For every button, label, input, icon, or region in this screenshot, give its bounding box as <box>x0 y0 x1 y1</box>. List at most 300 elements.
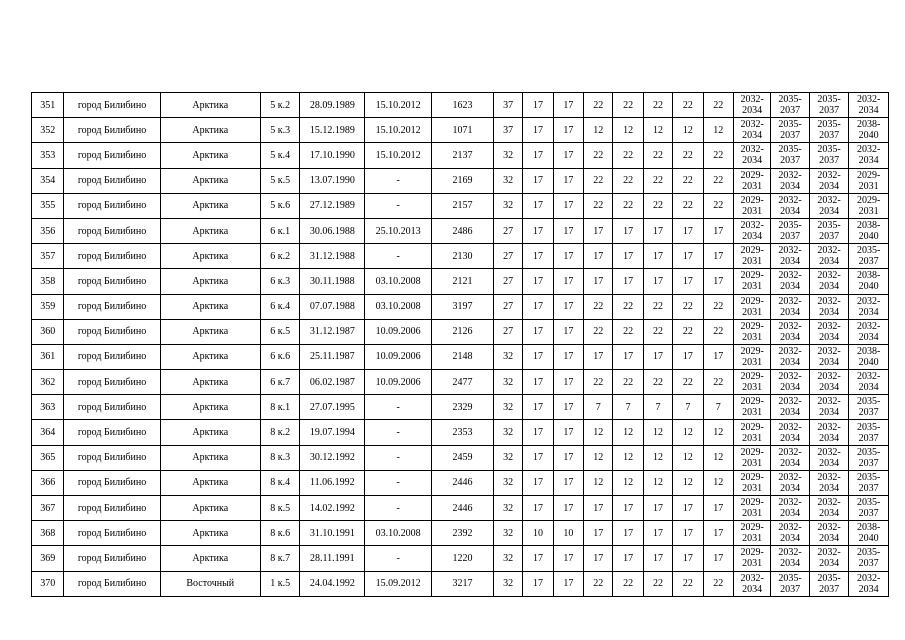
value-cell: 17 <box>553 319 583 344</box>
street-cell: Арктика <box>160 269 260 294</box>
year-start: 2035- <box>817 220 841 232</box>
row-number: 352 <box>32 118 64 143</box>
year-start: 2038- <box>856 220 881 232</box>
year-range-cell <box>771 445 809 470</box>
year-end: 2034 <box>819 306 840 318</box>
value-cell: 17 <box>523 193 553 218</box>
year-start: 2032- <box>778 446 802 458</box>
table-row <box>32 370 889 395</box>
repair-date-cell: 10.09.2006 <box>365 370 432 395</box>
value-cell: 17 <box>523 269 553 294</box>
house-cell: 5 к.5 <box>260 168 300 193</box>
year-range-cell <box>733 244 770 269</box>
value-cell: 12 <box>584 118 613 143</box>
row-number: 354 <box>32 168 64 193</box>
value-cell: 17 <box>553 420 583 445</box>
year-range-cell <box>849 395 889 420</box>
value-cell: 32 <box>493 395 522 420</box>
value-cell: 17 <box>523 470 553 495</box>
value-cell: 17 <box>643 546 672 571</box>
year-start: 2029- <box>740 497 764 509</box>
city-cell: город Билибино <box>64 420 160 445</box>
value-cell: 17 <box>584 344 613 369</box>
year-end: 2034 <box>780 382 801 394</box>
value-cell: 12 <box>584 420 613 445</box>
value-cell: 17 <box>643 496 672 521</box>
year-start: 2032- <box>817 522 841 534</box>
year-range-cell <box>733 420 770 445</box>
value-cell: 22 <box>613 143 643 168</box>
year-start: 2035- <box>856 471 881 483</box>
year-start: 2032- <box>817 396 841 408</box>
year-end: 2031 <box>742 281 763 293</box>
repair-date-cell: 15.10.2012 <box>365 143 432 168</box>
year-range-cell <box>849 370 889 395</box>
value-cell: 17 <box>523 344 553 369</box>
year-range-cell <box>849 470 889 495</box>
year-range-cell <box>849 571 889 596</box>
value-cell: 22 <box>643 193 672 218</box>
city-cell: город Билибино <box>64 344 160 369</box>
value-cell: 22 <box>613 319 643 344</box>
value-cell: 17 <box>584 269 613 294</box>
table-row <box>32 521 889 546</box>
value-cell: 22 <box>643 168 672 193</box>
year-end: 2031 <box>742 180 763 192</box>
year-start: 2035- <box>856 547 881 559</box>
row-number: 351 <box>32 93 64 118</box>
value-cell: 17 <box>523 445 553 470</box>
area-cell: 3197 <box>432 294 494 319</box>
year-start: 2032- <box>817 446 841 458</box>
year-range-cell <box>809 93 849 118</box>
repair-date-cell: 03.10.2008 <box>365 269 432 294</box>
value-cell: 27 <box>493 218 522 243</box>
year-range-cell <box>733 445 770 470</box>
table-row <box>32 218 889 243</box>
year-range-cell <box>849 193 889 218</box>
year-end: 2031 <box>742 558 763 570</box>
street-cell: Арктика <box>160 344 260 369</box>
row-number: 355 <box>32 193 64 218</box>
year-start: 2032- <box>778 320 802 332</box>
house-cell: 6 к.1 <box>260 218 300 243</box>
row-number: 353 <box>32 143 64 168</box>
year-start: 2035- <box>778 220 802 232</box>
year-start: 2032- <box>817 547 841 559</box>
value-cell: 17 <box>553 118 583 143</box>
year-start: 2035- <box>817 119 841 131</box>
table-row <box>32 294 889 319</box>
year-range-cell <box>733 93 770 118</box>
year-range-cell <box>733 294 770 319</box>
city-cell: город Билибино <box>64 244 160 269</box>
year-end: 2031 <box>742 205 763 217</box>
value-cell: 17 <box>523 370 553 395</box>
area-cell: 2459 <box>432 445 494 470</box>
value-cell: 17 <box>553 93 583 118</box>
value-cell: 32 <box>493 168 522 193</box>
year-range-cell <box>809 294 849 319</box>
value-cell: 17 <box>553 344 583 369</box>
repair-date-cell: 03.10.2008 <box>365 294 432 319</box>
build-date-cell: 06.02.1987 <box>300 370 365 395</box>
year-end: 2037 <box>819 155 840 167</box>
table-row <box>32 93 889 118</box>
value-cell: 22 <box>703 143 733 168</box>
value-cell: 22 <box>643 93 672 118</box>
year-end: 2034 <box>780 432 801 444</box>
year-range-cell <box>771 143 809 168</box>
build-date-cell: 28.11.1991 <box>300 546 365 571</box>
year-start: 2032- <box>778 345 802 357</box>
year-end: 2034 <box>780 281 801 293</box>
value-cell: 37 <box>493 93 522 118</box>
year-start: 2038- <box>856 522 881 534</box>
year-end: 2034 <box>780 457 801 469</box>
build-date-cell: 31.12.1987 <box>300 319 365 344</box>
house-cell: 5 к.4 <box>260 143 300 168</box>
value-cell: 32 <box>493 546 522 571</box>
street-cell: Восточный <box>160 571 260 596</box>
value-cell: 12 <box>613 445 643 470</box>
value-cell: 22 <box>643 319 672 344</box>
value-cell: 17 <box>584 244 613 269</box>
table-row <box>32 168 889 193</box>
value-cell: 12 <box>703 470 733 495</box>
year-range-cell <box>771 395 809 420</box>
year-end: 2034 <box>819 382 840 394</box>
year-end: 2037 <box>780 583 801 595</box>
city-cell: город Билибино <box>64 395 160 420</box>
year-end: 2034 <box>780 508 801 520</box>
build-date-cell: 27.07.1995 <box>300 395 365 420</box>
repair-date-cell: 15.10.2012 <box>365 93 432 118</box>
area-cell: 2130 <box>432 244 494 269</box>
year-range-cell <box>849 118 889 143</box>
row-number: 362 <box>32 370 64 395</box>
year-range-cell <box>849 168 889 193</box>
year-start: 2038- <box>856 345 881 357</box>
city-cell: город Билибино <box>64 521 160 546</box>
house-cell: 6 к.2 <box>260 244 300 269</box>
year-end: 2034 <box>858 155 879 167</box>
street-cell: Арктика <box>160 319 260 344</box>
build-date-cell: 14.02.1992 <box>300 496 365 521</box>
year-end: 2040 <box>858 356 879 368</box>
year-end: 2034 <box>819 533 840 545</box>
year-end: 2031 <box>742 508 763 520</box>
row-number: 369 <box>32 546 64 571</box>
house-cell: 8 к.1 <box>260 395 300 420</box>
year-end: 2034 <box>780 356 801 368</box>
year-range-cell <box>809 319 849 344</box>
year-start: 2032- <box>778 169 802 181</box>
value-cell: 32 <box>493 370 522 395</box>
house-cell: 6 к.4 <box>260 294 300 319</box>
year-start: 2029- <box>856 169 881 181</box>
value-cell: 22 <box>643 143 672 168</box>
year-range-cell <box>849 143 889 168</box>
value-cell: 7 <box>643 395 672 420</box>
year-range-cell <box>849 521 889 546</box>
year-end: 2031 <box>858 205 879 217</box>
year-range-cell <box>849 445 889 470</box>
year-end: 2034 <box>780 306 801 318</box>
year-start: 2032- <box>856 94 881 106</box>
row-number: 357 <box>32 244 64 269</box>
house-cell: 5 к.2 <box>260 93 300 118</box>
build-date-cell: 24.04.1992 <box>300 571 365 596</box>
year-start: 2032- <box>778 245 802 257</box>
year-range-cell <box>809 521 849 546</box>
value-cell: 22 <box>584 193 613 218</box>
value-cell: 17 <box>703 244 733 269</box>
year-range-cell <box>733 118 770 143</box>
value-cell: 22 <box>613 370 643 395</box>
year-start: 2029- <box>740 320 764 332</box>
value-cell: 10 <box>523 521 553 546</box>
value-cell: 22 <box>584 319 613 344</box>
year-range-cell <box>809 143 849 168</box>
year-end: 2037 <box>858 558 879 570</box>
value-cell: 12 <box>584 445 613 470</box>
area-cell: 2169 <box>432 168 494 193</box>
table-row <box>32 546 889 571</box>
value-cell: 12 <box>643 470 672 495</box>
year-start: 2032- <box>778 371 802 383</box>
year-range-cell <box>809 218 849 243</box>
year-range-cell <box>771 521 809 546</box>
value-cell: 17 <box>643 521 672 546</box>
value-cell: 17 <box>673 218 703 243</box>
value-cell: 17 <box>553 168 583 193</box>
year-start: 2032- <box>817 471 841 483</box>
repair-date-cell: - <box>365 546 432 571</box>
value-cell: 22 <box>673 370 703 395</box>
value-cell: 12 <box>673 420 703 445</box>
table-row <box>32 496 889 521</box>
year-end: 2034 <box>742 130 763 142</box>
build-date-cell: 30.06.1988 <box>300 218 365 243</box>
build-date-cell: 28.09.1989 <box>300 93 365 118</box>
value-cell: 32 <box>493 193 522 218</box>
value-cell: 22 <box>584 143 613 168</box>
year-start: 2029- <box>740 471 764 483</box>
value-cell: 17 <box>553 470 583 495</box>
year-range-cell <box>733 496 770 521</box>
year-end: 2034 <box>858 105 879 117</box>
year-start: 2032- <box>778 396 802 408</box>
year-start: 2032- <box>740 572 764 584</box>
year-end: 2037 <box>858 432 879 444</box>
year-end: 2031 <box>742 457 763 469</box>
year-end: 2031 <box>742 331 763 343</box>
value-cell: 22 <box>613 168 643 193</box>
city-cell: город Билибино <box>64 546 160 571</box>
value-cell: 22 <box>584 294 613 319</box>
repair-date-cell: - <box>365 395 432 420</box>
row-number: 360 <box>32 319 64 344</box>
value-cell: 17 <box>613 344 643 369</box>
year-end: 2040 <box>858 281 879 293</box>
value-cell: 17 <box>553 496 583 521</box>
year-range-cell <box>733 470 770 495</box>
value-cell: 17 <box>643 244 672 269</box>
year-end: 2034 <box>780 205 801 217</box>
year-start: 2035- <box>817 572 841 584</box>
year-range-cell <box>771 193 809 218</box>
value-cell: 12 <box>703 445 733 470</box>
year-start: 2032- <box>817 194 841 206</box>
year-start: 2032- <box>856 144 881 156</box>
repair-date-cell: 10.09.2006 <box>365 344 432 369</box>
value-cell: 17 <box>703 546 733 571</box>
year-range-cell <box>733 319 770 344</box>
area-cell: 2329 <box>432 395 494 420</box>
year-range-cell <box>849 269 889 294</box>
value-cell: 22 <box>673 294 703 319</box>
year-start: 2032- <box>817 270 841 282</box>
year-start: 2032- <box>856 572 881 584</box>
value-cell: 22 <box>703 319 733 344</box>
year-start: 2029- <box>740 194 764 206</box>
year-range-cell <box>733 571 770 596</box>
year-start: 2032- <box>740 119 764 131</box>
area-cell: 2126 <box>432 319 494 344</box>
value-cell: 17 <box>553 244 583 269</box>
repair-date-cell: 25.10.2013 <box>365 218 432 243</box>
city-cell: город Билибино <box>64 470 160 495</box>
year-end: 2031 <box>742 306 763 318</box>
year-start: 2032- <box>778 270 802 282</box>
value-cell: 17 <box>523 93 553 118</box>
value-cell: 17 <box>673 344 703 369</box>
street-cell: Арктика <box>160 521 260 546</box>
value-cell: 17 <box>584 546 613 571</box>
year-range-cell <box>733 168 770 193</box>
year-start: 2032- <box>856 320 881 332</box>
value-cell: 17 <box>523 244 553 269</box>
year-start: 2032- <box>817 245 841 257</box>
value-cell: 17 <box>553 269 583 294</box>
area-cell: 2477 <box>432 370 494 395</box>
area-cell: 1623 <box>432 93 494 118</box>
row-number: 364 <box>32 420 64 445</box>
year-range-cell <box>733 395 770 420</box>
year-range-cell <box>733 269 770 294</box>
value-cell: 17 <box>673 269 703 294</box>
year-start: 2035- <box>856 421 881 433</box>
row-number: 359 <box>32 294 64 319</box>
value-cell: 17 <box>613 218 643 243</box>
year-start: 2032- <box>778 295 802 307</box>
repair-date-cell: - <box>365 420 432 445</box>
year-end: 2034 <box>819 256 840 268</box>
value-cell: 17 <box>643 344 672 369</box>
year-end: 2034 <box>742 583 763 595</box>
repair-date-cell: - <box>365 168 432 193</box>
house-cell: 1 к.5 <box>260 571 300 596</box>
repair-date-cell: 03.10.2008 <box>365 521 432 546</box>
value-cell: 17 <box>584 521 613 546</box>
value-cell: 12 <box>673 470 703 495</box>
year-range-cell <box>809 193 849 218</box>
value-cell: 17 <box>613 546 643 571</box>
year-start: 2032- <box>817 169 841 181</box>
year-end: 2031 <box>742 407 763 419</box>
repair-date-cell: - <box>365 470 432 495</box>
value-cell: 22 <box>703 193 733 218</box>
year-range-cell <box>771 93 809 118</box>
value-cell: 32 <box>493 496 522 521</box>
year-start: 2029- <box>740 396 764 408</box>
year-end: 2037 <box>858 508 879 520</box>
value-cell: 12 <box>643 445 672 470</box>
value-cell: 22 <box>673 571 703 596</box>
year-start: 2035- <box>778 94 802 106</box>
area-cell: 2446 <box>432 496 494 521</box>
year-range-cell <box>733 143 770 168</box>
year-start: 2032- <box>817 345 841 357</box>
year-range-cell <box>809 244 849 269</box>
year-end: 2037 <box>819 583 840 595</box>
value-cell: 22 <box>613 294 643 319</box>
row-number: 367 <box>32 496 64 521</box>
row-number: 368 <box>32 521 64 546</box>
year-start: 2029- <box>740 371 764 383</box>
area-cell: 2446 <box>432 470 494 495</box>
value-cell: 27 <box>493 319 522 344</box>
value-cell: 32 <box>493 143 522 168</box>
value-cell: 17 <box>613 496 643 521</box>
year-end: 2034 <box>742 155 763 167</box>
value-cell: 17 <box>553 218 583 243</box>
value-cell: 22 <box>643 294 672 319</box>
value-cell: 22 <box>673 193 703 218</box>
city-cell: город Билибино <box>64 93 160 118</box>
value-cell: 17 <box>553 143 583 168</box>
year-start: 2029- <box>740 270 764 282</box>
year-end: 2037 <box>780 130 801 142</box>
value-cell: 17 <box>523 420 553 445</box>
value-cell: 22 <box>703 168 733 193</box>
value-cell: 17 <box>523 168 553 193</box>
year-start: 2029- <box>740 169 764 181</box>
year-start: 2032- <box>856 371 881 383</box>
year-start: 2029- <box>740 345 764 357</box>
year-range-cell <box>733 218 770 243</box>
year-start: 2032- <box>817 421 841 433</box>
year-end: 2037 <box>819 105 840 117</box>
year-end: 2031 <box>742 382 763 394</box>
repair-date-cell: 15.09.2012 <box>365 571 432 596</box>
build-date-cell: 30.11.1988 <box>300 269 365 294</box>
value-cell: 17 <box>613 244 643 269</box>
value-cell: 17 <box>613 521 643 546</box>
year-range-cell <box>771 118 809 143</box>
year-end: 2031 <box>742 256 763 268</box>
table-row <box>32 470 889 495</box>
value-cell: 32 <box>493 344 522 369</box>
house-cell: 8 к.5 <box>260 496 300 521</box>
city-cell: город Билибино <box>64 294 160 319</box>
year-end: 2037 <box>858 256 879 268</box>
house-cell: 8 к.6 <box>260 521 300 546</box>
value-cell: 17 <box>523 294 553 319</box>
year-range-cell <box>849 294 889 319</box>
value-cell: 22 <box>643 571 672 596</box>
